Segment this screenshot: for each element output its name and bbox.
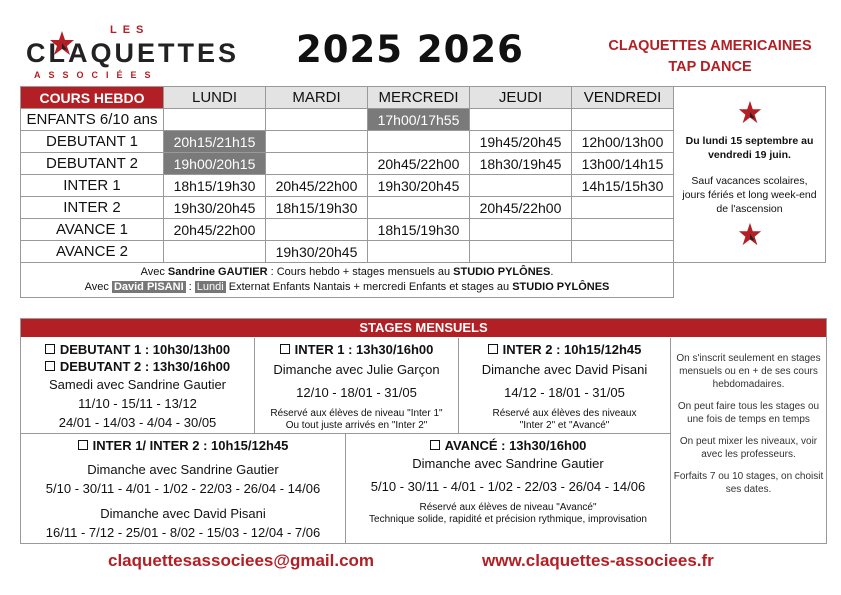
weekly-schedule-table xyxy=(20,86,826,298)
checkbox-icon xyxy=(430,440,440,450)
stage-title xyxy=(346,437,670,454)
time-slot xyxy=(266,109,368,131)
stage-restriction: Réservé aux élèves de niveau "Inter 1" xyxy=(270,408,443,419)
stage-title xyxy=(255,341,458,358)
stages-info xyxy=(671,338,826,543)
logo-les: LES xyxy=(110,24,150,36)
time-slot: 18h15/19h30 xyxy=(164,175,266,197)
level-label: AVANCE 1 xyxy=(21,219,164,241)
day-header: MERCREDI xyxy=(368,87,470,109)
note-text: . xyxy=(550,266,554,278)
stage-teacher: Dimanche avec Julie Garçon xyxy=(273,362,440,377)
brand-title xyxy=(580,36,840,78)
stage-restriction: Réservé aux élèves de niveau "Avancé" xyxy=(419,502,597,513)
stage-title xyxy=(21,341,254,358)
season-dates: Du lundi 15 septembre au vendredi 19 juin. xyxy=(685,134,814,161)
note-text: Avec xyxy=(84,281,112,293)
stage-dates: 5/10 - 30/11 - 4/01 - 1/02 - 22/03 - 26/04 - 14/06 xyxy=(45,481,321,496)
time-slot xyxy=(470,109,572,131)
time-slot xyxy=(572,197,674,219)
stage-title-text: INTER 1 : 13h30/16h00 xyxy=(294,342,434,357)
studio-name: STUDIO PYLÔNES xyxy=(453,266,551,278)
teacher-name: David PISANI xyxy=(113,281,184,293)
logo xyxy=(22,22,240,82)
time-slot: 17h00/17h55 xyxy=(368,109,470,131)
note-line-gautier xyxy=(21,265,673,280)
level-label: ENFANTS 6/10 ans xyxy=(21,109,164,131)
time-slot: 19h30/20h45 xyxy=(266,241,368,263)
time-slot: 20h45/22h00 xyxy=(368,153,470,175)
time-slot xyxy=(470,219,572,241)
note-line-pisani xyxy=(21,280,673,295)
stages-title: STAGES MENSUELS xyxy=(21,319,826,337)
checkbox-icon xyxy=(280,344,290,354)
time-slot xyxy=(266,219,368,241)
time-slot xyxy=(572,241,674,263)
stage-dates: 12/10 - 18/01 - 31/05 xyxy=(296,385,417,400)
stage-restriction: Réservé aux élèves des niveaux xyxy=(492,408,637,419)
time-slot xyxy=(572,219,674,241)
stage-inter-2 xyxy=(459,338,671,434)
stage-inter-1-2 xyxy=(21,434,346,543)
stage-title-text: DEBUTANT 2 : 13h30/16h00 xyxy=(59,359,231,374)
time-slot xyxy=(164,109,266,131)
stage-dates: 16/11 - 7/12 - 25/01 - 8/02 - 15/03 - 12/04 - 7/06 xyxy=(45,525,321,540)
day-header: VENDREDI xyxy=(572,87,674,109)
stage-title xyxy=(21,437,345,454)
time-slot xyxy=(470,241,572,263)
time-slot: 18h15/19h30 xyxy=(266,197,368,219)
time-slot: 14h15/15h30 xyxy=(572,175,674,197)
logo-assoc: ASSOCIÉES xyxy=(34,70,159,80)
cours-hebdo-header: COURS HEBDO xyxy=(21,87,164,109)
season-exceptions: Sauf vacances scolaires, jours fériés et long week-end de l'ascension xyxy=(682,174,817,215)
stage-dates: 14/12 - 18/01 - 31/05 xyxy=(504,385,625,400)
stage-teacher: Dimanche avec David Pisani xyxy=(100,506,266,521)
studio-name: STUDIO PYLÔNES xyxy=(512,281,610,293)
note-text: Avec xyxy=(140,266,168,278)
time-slot xyxy=(266,153,368,175)
level-label: DEBUTANT 2 xyxy=(21,153,164,175)
time-slot xyxy=(368,131,470,153)
info-paragraph: On s'inscrit seulement en stages mensuels ou en + de ses cours hebdomadaires. xyxy=(676,353,821,390)
stage-restriction: Ou tout juste arrivés en "Inter 2" xyxy=(285,420,428,431)
stage-dates: 5/10 - 30/11 - 4/01 - 1/02 - 22/03 - 26/04 - 14/06 xyxy=(370,479,646,494)
level-label: AVANCE 2 xyxy=(21,241,164,263)
day-header: MARDI xyxy=(266,87,368,109)
stage-restriction: "Inter 2" et "Avancé" xyxy=(519,420,610,431)
time-slot xyxy=(266,131,368,153)
info-paragraph: Forfaits 7 ou 10 stages, on choisit ses dates. xyxy=(673,471,824,495)
note-text: Externat Enfants Nantais + mercredi Enfants et stages au xyxy=(225,281,513,293)
checkbox-icon xyxy=(488,344,498,354)
time-slot xyxy=(368,241,470,263)
stage-teacher: Dimanche avec David Pisani xyxy=(481,362,648,377)
day-highlight: Lundi xyxy=(196,281,224,293)
star-icon xyxy=(738,222,762,246)
stage-title xyxy=(459,341,670,358)
teachers-notes-row xyxy=(21,263,826,298)
brand-line-1: CLAQUETTES AMERICAINES xyxy=(608,38,812,54)
logo-main: CLAQUETTES xyxy=(26,38,240,68)
time-slot: 13h00/14h15 xyxy=(572,153,674,175)
stage-avance xyxy=(346,434,671,543)
checkbox-icon xyxy=(45,344,55,354)
time-slot xyxy=(470,175,572,197)
info-paragraph: On peut faire tous les stages ou une fois de temps en temps xyxy=(677,401,820,425)
stage-debutant xyxy=(21,338,255,434)
contact-email[interactable]: claquettesassociees@gmail.com xyxy=(108,551,375,570)
monthly-workshops-panel xyxy=(20,318,827,544)
time-slot: 12h00/13h00 xyxy=(572,131,674,153)
note-text: : Cours hebdo + stages mensuels au xyxy=(267,266,454,278)
stage-title-text: INTER 2 : 10h15/12h45 xyxy=(502,342,642,357)
day-header: JEUDI xyxy=(470,87,572,109)
time-slot: 19h45/20h45 xyxy=(470,131,572,153)
stage-restriction: Technique solide, rapidité et précision rythmique, improvisation xyxy=(369,514,647,525)
stage-title-text: AVANCÉ : 13h30/16h00 xyxy=(444,438,587,453)
stage-dates: 24/01 - 14/03 - 4/04 - 30/05 xyxy=(58,415,217,430)
stage-inter-1 xyxy=(255,338,459,434)
time-slot: 19h30/20h45 xyxy=(164,197,266,219)
stage-teacher: Dimanche avec Sandrine Gautier xyxy=(87,462,279,477)
teacher-name: Sandrine GAUTIER xyxy=(167,266,268,278)
time-slot: 20h45/22h00 xyxy=(164,219,266,241)
checkbox-icon xyxy=(78,440,88,450)
time-slot xyxy=(368,197,470,219)
stage-title xyxy=(21,358,254,375)
website-link[interactable]: www.claquettes-associees.fr xyxy=(482,551,714,570)
time-slot xyxy=(164,241,266,263)
note-text: : xyxy=(185,281,195,293)
time-slot: 19h00/20h15 xyxy=(164,153,266,175)
time-slot: 19h30/20h45 xyxy=(368,175,470,197)
time-slot: 20h45/22h00 xyxy=(266,175,368,197)
level-label: INTER 2 xyxy=(21,197,164,219)
time-slot: 20h15/21h15 xyxy=(164,131,266,153)
stage-dates: 11/10 - 15/11 - 13/12 xyxy=(78,396,197,411)
brand-line-2: TAP DANCE xyxy=(668,59,752,75)
stage-title-text: INTER 1/ INTER 2 : 10h15/12h45 xyxy=(92,438,289,453)
season-dates-panel xyxy=(674,87,826,263)
star-icon xyxy=(738,100,762,124)
season-years: 2025 2026 xyxy=(296,28,524,71)
level-label: DEBUTANT 1 xyxy=(21,131,164,153)
day-header: LUNDI xyxy=(164,87,266,109)
checkbox-icon xyxy=(45,361,55,371)
level-label: INTER 1 xyxy=(21,175,164,197)
schedule-header-row xyxy=(21,87,826,109)
stage-teacher: Samedi avec Sandrine Gautier xyxy=(48,377,227,392)
time-slot: 20h45/22h00 xyxy=(470,197,572,219)
time-slot xyxy=(572,109,674,131)
teachers-notes xyxy=(21,263,674,298)
time-slot: 18h15/19h30 xyxy=(368,219,470,241)
stage-title-text: DEBUTANT 1 : 10h30/13h00 xyxy=(59,342,231,357)
stage-teacher: Dimanche avec Sandrine Gautier xyxy=(412,456,604,471)
time-slot: 18h30/19h45 xyxy=(470,153,572,175)
info-paragraph: On peut mixer les niveaux, voir avec les professeurs. xyxy=(679,436,818,460)
